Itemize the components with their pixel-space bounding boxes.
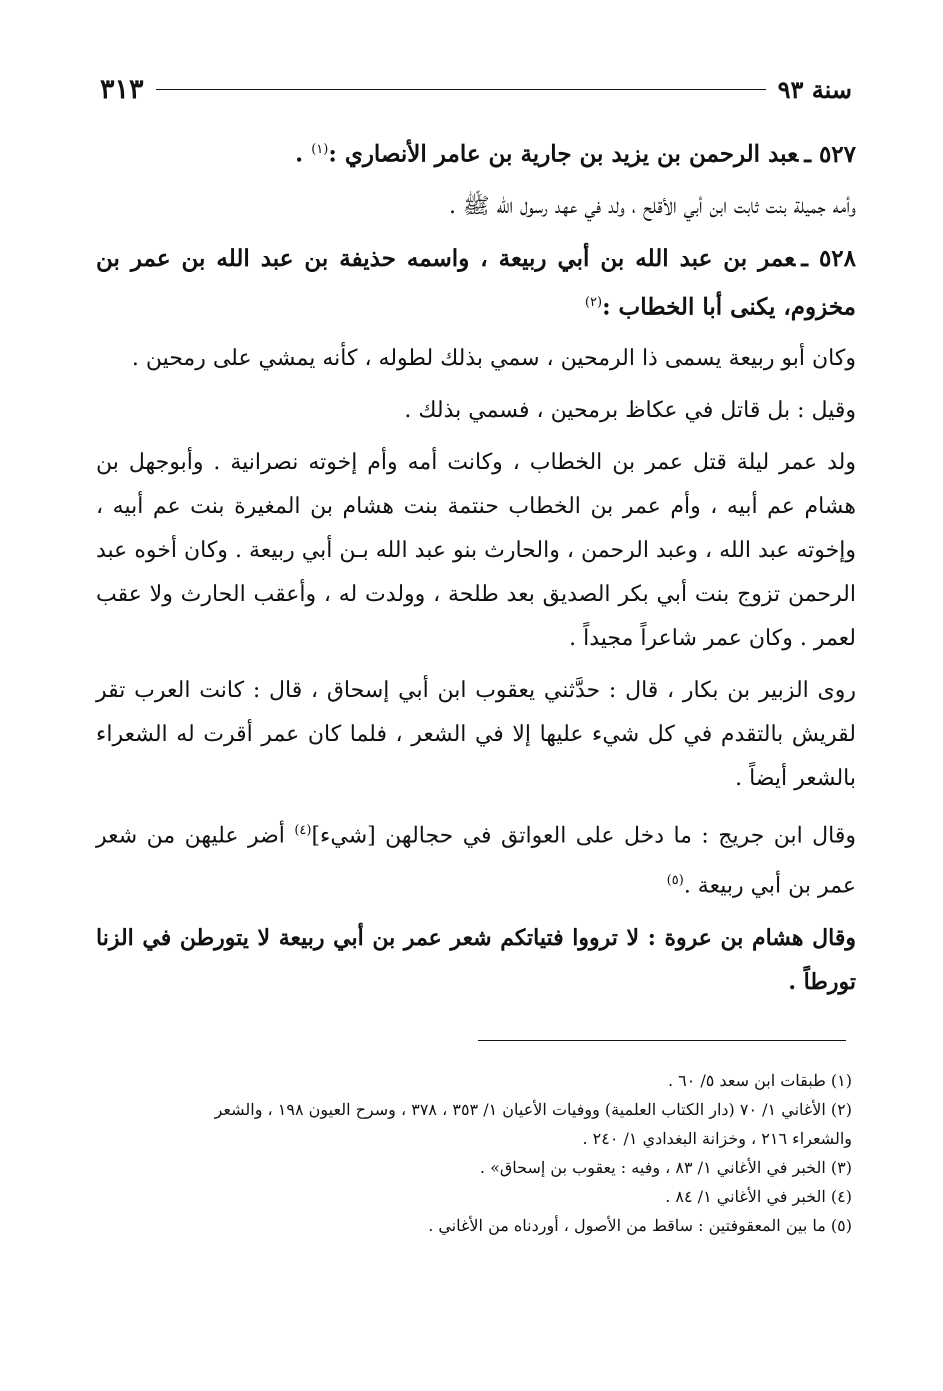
entry-heading-527 bbox=[96, 128, 856, 177]
paragraph: وقيل : بل قاتل في عكاظ برمحين ، فسمي بذلك . bbox=[404, 398, 856, 424]
entry-number: ٥٢٧ ـ bbox=[804, 140, 856, 168]
entry-end: . bbox=[295, 140, 312, 168]
paragraph: وكان أبو ربيعة يسمى ذا الرمحين ، سمي بذلك لطوله ، كأنه يمشي على رمحين . bbox=[131, 346, 856, 372]
running-head-year: سنة ٩٣ bbox=[777, 74, 852, 104]
entry-title: عبد الرحمن بن يزيد بن جارية بن عامر الأنصاري : bbox=[328, 140, 799, 168]
footnotes bbox=[100, 1066, 852, 1240]
footnote-ref: (١) bbox=[311, 142, 329, 157]
footnote-3: (٣) الخبر في الأغاني ١/ ٨٣ ، وفيه : يعقوب بن إسحاق» . bbox=[479, 1158, 852, 1177]
footnote-1: (١) طبقات ابن سعد ٥/ ٦٠ . bbox=[667, 1071, 852, 1090]
paragraph-text: وقال ابن جريج : ما دخل على العواتق في حجالهن [شيء] bbox=[311, 823, 856, 849]
footnote-separator bbox=[478, 1040, 846, 1041]
paragraph: ولد عمر ليلة قتل عمر بن الخطاب ، وكانت أمه وأم إخوته نصرانية . وأبوجهل بن هشام عم أبيه ، وأم عمر بن الخطاب حنتمة بنت هشام بن المغيرة بنت عم أبيه ، وإخوته عبد الله ، وعبد الرحمن ، والحارث بنو عبد الله بـن أبي ربيعة . وكان أخوه عبد الرحمن تزوج بنت أبي بكر الصديق بعد طلحة ، وولدت له ، وأعقب الحارث ولا عقب لعمر . وكان عمر شاعراً مجيداً . bbox=[96, 450, 856, 652]
footnote-ref: (٢) bbox=[584, 294, 603, 310]
footnote-4: (٤) الخبر في الأغاني ١/ ٨٤ . bbox=[665, 1187, 852, 1206]
paragraph: وأمه جميلة بنت ثابت ابن أبي الأقلح ، ولد في عهد رسول الله ﷺ . bbox=[449, 193, 856, 219]
footnote-5: (٥) ما بين المعقوفتين : ساقط من الأصول ، أوردناه من الأغاني . bbox=[428, 1216, 852, 1235]
page-body bbox=[96, 128, 856, 1012]
paragraph-text: أضر عليهن من شعر عمر بن أبي ربيعة . bbox=[96, 823, 856, 898]
page-number: ٣١٣ bbox=[100, 73, 144, 105]
header-rule bbox=[156, 89, 766, 90]
paragraph: وقال هشام بن عروة : لا ترووا فتياتكم شعر عمر بن أبي ربيعة لا يتورطن في الزنا تورطاً . bbox=[96, 924, 856, 995]
paragraph bbox=[96, 809, 856, 908]
entry-title: عمر بن عبد الله بن أبي ربيعة ، واسمه حذيفة بن عبد الله بن عمر بن مخزوم، يكنى أبا الخطاب : bbox=[96, 244, 856, 321]
entry-number: ٥٢٨ ـ bbox=[801, 244, 856, 272]
entry-heading-528 bbox=[96, 237, 856, 330]
footnote-2: (٢) الأغاني ١/ ٧٠ (دار الكتاب العلمية) ووفيات الأعيان ١/ ٣٥٣ ، ٣٧٨ ، وسرح العيون ١٩٨ ، والشعر bbox=[214, 1100, 852, 1119]
footnote-ref: (٥) bbox=[666, 872, 684, 888]
footnote-2-continued: والشعراء ٢١٦ ، وخزانة البغدادي ١/ ٢٤٠ . bbox=[582, 1129, 852, 1148]
paragraph: روى الزبير بن بكار ، قال : حدَّثني يعقوب ابن أبي إسحاق ، قال : كانت العرب تقر لقريش بالتقدم في كل شيء عليها إلا في الشعر ، فلما كان عمر أقرت له الشعراء بالشعر أيضاً . bbox=[96, 678, 856, 792]
footnote-ref: (٤) bbox=[294, 823, 312, 839]
page-header bbox=[100, 72, 852, 106]
